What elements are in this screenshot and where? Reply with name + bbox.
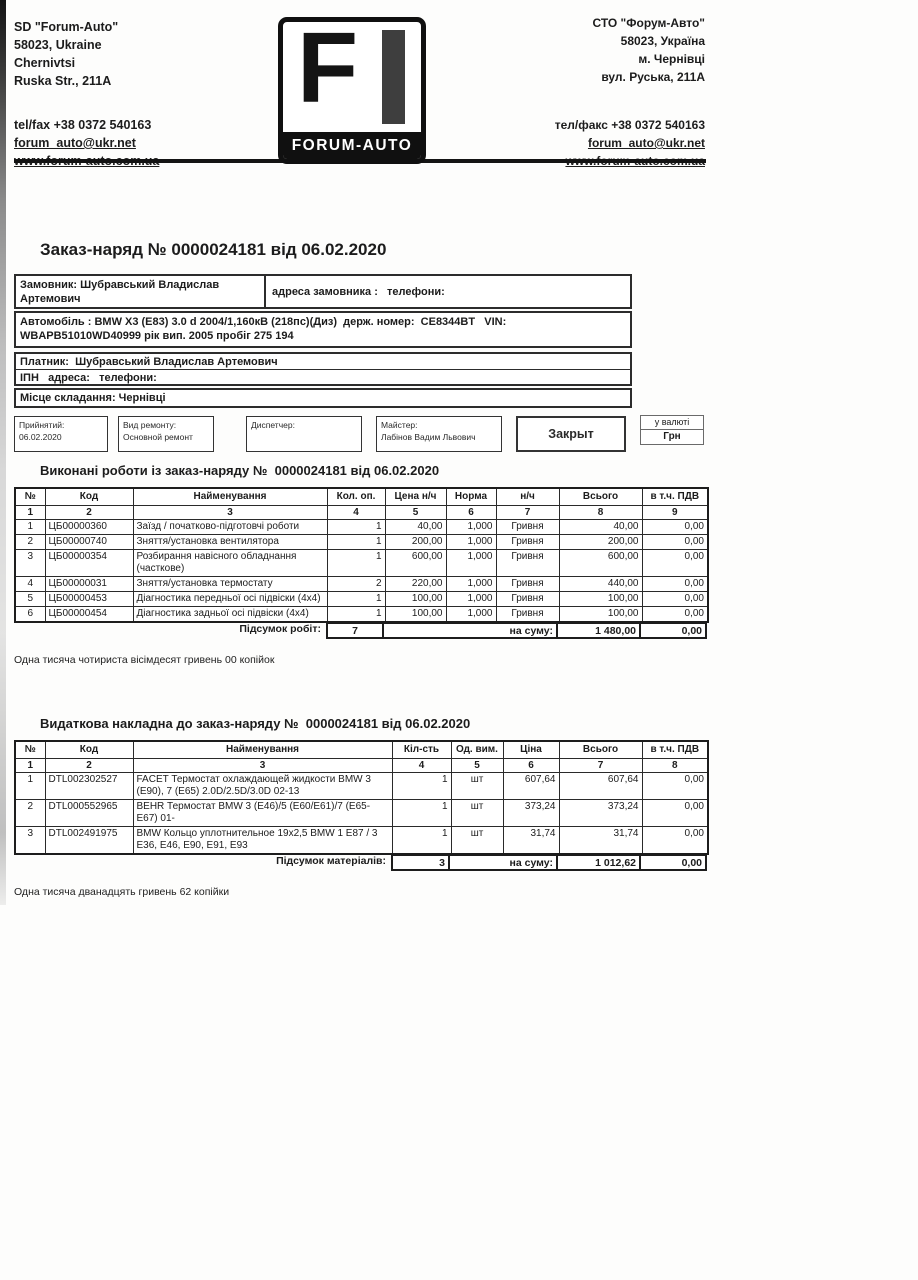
currency-label: у валюті [641,416,703,430]
header-cell: 2 [45,758,133,772]
table-cell: 100,00 [559,591,642,606]
table-cell: 200,00 [385,534,446,549]
header-cell: 8 [642,758,708,772]
header-cell: 8 [559,505,642,519]
repair-type-value: Основной ремонт [123,431,193,442]
dispatcher-label: Диспетчер: [251,420,295,430]
table-cell: 1,000 [446,534,496,549]
header-cell: 6 [503,758,559,772]
table-cell: 40,00 [559,519,642,534]
header-cell: № [15,488,45,505]
company-city: Chernivtsi [14,56,76,70]
table-cell: DTL002302527 [45,772,133,799]
table-cell: 373,24 [503,799,559,826]
table-cell: 2 [15,534,45,549]
accepted-label: Прийнятий: [19,420,65,430]
table-cell: Заїзд / початково-підготовчі роботи [133,519,327,534]
table-cell: Зняття/установка вентилятора [133,534,327,549]
materials-total-row [14,854,707,871]
table-cell: 100,00 [559,606,642,622]
materials-total-label: Підсумок матеріалів: [276,854,386,867]
table-cell: 1 [15,772,45,799]
works-section [14,463,708,666]
table-cell: ЦБ00000354 [45,549,133,576]
header-cell: Всього [559,488,642,505]
works-total-amount: 1 480,00 [556,622,641,639]
company-zip-ua: 58023, Україна [620,34,705,48]
table-cell: 200,00 [559,534,642,549]
payer-ipn-line: ІПН адреса: телефони: [16,369,630,384]
table-cell: 0,00 [642,826,708,854]
company-email: forum_auto@ukr.net [14,136,136,150]
table-cell: 1,000 [446,606,496,622]
table-cell: 1,000 [446,519,496,534]
place-box: Місце складання: Чернівці [14,388,632,408]
works-sum-label: на суму: [382,622,558,639]
materials-table [14,740,709,855]
table-cell: Гривня [496,591,559,606]
table-cell: шт [451,799,503,826]
company-address-en [14,18,159,170]
table-row [15,591,708,606]
master-name: Лабінов Вадим Львович [381,431,476,442]
vehicle-box: Автомобіль : BMW X3 (E83) 3.0 d 2004/1,160кВ (218пс)(Диз) держ. номер: CE8344BT VIN: WBAPB51010WD40999 рік вип. 2005 пробіг 275 194 [14,311,632,348]
repair-type-label: Вид ремонту: [123,420,177,430]
company-city-ua: м. Чернівці [638,52,705,66]
payer-name: Платник: Шубравський Владислав Артемович [20,356,278,368]
table-cell: 440,00 [559,576,642,591]
table-cell: 1 [327,519,385,534]
table-cell: 1 [392,772,451,799]
table-cell: 31,74 [559,826,642,854]
header-cell: 3 [133,758,392,772]
works-total-row [14,622,707,639]
table-cell: Гривня [496,534,559,549]
table-cell: 1,000 [446,576,496,591]
works-total-label: Підсумок робіт: [239,622,321,635]
table-cell: 31,74 [503,826,559,854]
materials-header-row [15,741,708,758]
table-row [15,606,708,622]
table-cell: 100,00 [385,606,446,622]
header-cell: Норма [446,488,496,505]
header-cell: в т.ч. ПДВ [642,488,708,505]
table-cell: ЦБ00000740 [45,534,133,549]
company-street: Ruska Str., 211A [14,74,112,88]
repair-type-box [118,416,214,452]
table-cell: Гривня [496,549,559,576]
table-cell: 100,00 [385,591,446,606]
status-box: Закрыт [516,416,626,452]
header-cell: Найменування [133,488,327,505]
company-phone-ua: тел/факс +38 0372 540163 [554,118,705,132]
table-cell: BEHR Термостат BMW 3 (E46)/5 (E60/E61)/7 (E65-E67) 01- [133,799,392,826]
customer-name: Замовник: Шубравський Владислав Артемович [16,276,266,307]
materials-section-title: Видаткова накладна до заказ-наряду № 0000024181 від 06.02.2020 [40,716,471,731]
currency-box [640,415,704,445]
works-amount-in-words: Одна тисяча чотириста вісімдесят гривень 00 копійок [14,653,275,666]
table-cell: 0,00 [642,772,708,799]
logo-letter-f: F [297,17,355,124]
table-cell: BMW Кольцо уплотнительное 19х2,5 BMW 1 E87 / 3 E36, E46, E90, E91, E93 [133,826,392,854]
table-cell: 2 [15,799,45,826]
header-cell: Всього [559,741,642,758]
works-section-title: Виконані роботи із заказ-наряду № 0000024181 від 06.02.2020 [40,463,440,478]
table-cell: 600,00 [385,549,446,576]
table-cell: 373,24 [559,799,642,826]
header-cell: в т.ч. ПДВ [642,741,708,758]
accepted-box [14,416,108,452]
header-cell: 6 [446,505,496,519]
logo-bar-i [382,30,405,124]
works-total-vat: 0,00 [639,622,707,639]
table-cell: 1 [327,606,385,622]
table-cell: 1 [327,534,385,549]
header-cell: 9 [642,505,708,519]
logo-fi-monogram-icon [283,17,421,132]
table-cell: Гривня [496,576,559,591]
materials-sum-label: на суму: [448,854,558,871]
table-cell: 0,00 [642,519,708,534]
currency-value: Грн [663,431,681,442]
logo-caption: FORUM-AUTO [283,132,421,159]
table-cell: 0,00 [642,534,708,549]
table-cell: 1 [15,519,45,534]
table-cell: Зняття/установка термостату [133,576,327,591]
company-street-ua: вул. Руська, 211А [601,70,705,84]
table-cell: FACET Термостат охлаждающей жидкости BMW 3 (E90), 7 (E65) 2.0D/2.5D/3.0D 02-13 [133,772,392,799]
company-name-ua: СТО "Форум-Авто" [592,16,705,30]
works-header-row [15,488,708,505]
header-cell: Код [45,488,133,505]
company-name: SD "Forum-Auto" [14,20,119,34]
header-cell: Код [45,741,133,758]
table-cell: Гривня [496,519,559,534]
table-cell: Розбирання навісного обладнання (часткове) [133,549,327,576]
table-row [15,519,708,534]
materials-total-vat: 0,00 [639,854,707,871]
customer-box [14,274,632,309]
company-address-ua [385,14,705,170]
header-cell: 3 [133,505,327,519]
header-cell: Найменування [133,741,392,758]
table-cell: 600,00 [559,549,642,576]
table-cell: 0,00 [642,606,708,622]
header-cell: № [15,741,45,758]
table-cell: DTL000552965 [45,799,133,826]
header-cell: Ціна [503,741,559,758]
table-cell: 1,000 [446,591,496,606]
table-cell: 220,00 [385,576,446,591]
table-row [15,799,708,826]
table-cell: Діагностика задньої осі підвіски (4x4) [133,606,327,622]
table-cell: 1 [392,826,451,854]
table-cell: 0,00 [642,799,708,826]
works-column-number-row [15,505,708,519]
header-cell: 4 [327,505,385,519]
table-cell: 1 [392,799,451,826]
materials-amount-in-words: Одна тисяча дванадцять гривень 62 копійки [14,885,230,898]
table-row [15,772,708,799]
table-cell: шт [451,826,503,854]
table-cell: ЦБ00000360 [45,519,133,534]
table-cell: 4 [15,576,45,591]
header-cell: 7 [559,758,642,772]
payer-box [14,352,632,386]
table-cell: ЦБ00000453 [45,591,133,606]
dispatcher-box [246,416,362,452]
company-zip: 58023, Ukraine [14,38,102,52]
master-box [376,416,502,452]
table-cell: 2 [327,576,385,591]
scan-edge-artifact [0,0,6,905]
table-row [15,534,708,549]
header-cell: Кіл-сть [392,741,451,758]
table-cell: 0,00 [642,576,708,591]
table-cell: 6 [15,606,45,622]
table-cell: 0,00 [642,591,708,606]
accepted-date: 06.02.2020 [19,431,62,442]
table-row [15,826,708,854]
company-phone: tel/fax +38 0372 540163 [14,118,152,132]
table-cell: Гривня [496,606,559,622]
table-cell: шт [451,772,503,799]
header-cell: 5 [385,505,446,519]
table-cell: 3 [15,826,45,854]
customer-contacts: адреса замовника : телефони: [272,285,445,298]
header-cell: 1 [15,758,45,772]
table-cell: 607,64 [503,772,559,799]
materials-total-amount: 1 012,62 [556,854,641,871]
header-cell: 2 [45,505,133,519]
table-row [15,549,708,576]
company-email-ua: forum_auto@ukr.net [587,136,705,150]
company-logo [278,17,426,164]
header-cell: 1 [15,505,45,519]
document-title: Заказ-наряд № 0000024181 від 06.02.2020 [40,240,387,259]
header-cell: н/ч [496,488,559,505]
works-total-qty: 7 [326,622,384,639]
header-cell: 7 [496,505,559,519]
table-cell: 607,64 [559,772,642,799]
materials-section [14,716,708,898]
materials-column-number-row [15,758,708,772]
materials-total-qty: 3 [391,854,450,871]
header-cell: Цена н/ч [385,488,446,505]
header-cell: 5 [451,758,503,772]
table-row [15,576,708,591]
works-table [14,487,709,623]
table-cell: 1 [327,591,385,606]
table-cell: 1 [327,549,385,576]
table-cell: ЦБ00000454 [45,606,133,622]
master-label: Майстер: [381,420,418,430]
table-cell: ЦБ00000031 [45,576,133,591]
table-cell: 1,000 [446,549,496,576]
table-cell: 0,00 [642,549,708,576]
table-cell: Діагностика передньої осі підвіски (4х4) [133,591,327,606]
table-cell: 40,00 [385,519,446,534]
table-cell: 5 [15,591,45,606]
header-cell: 4 [392,758,451,772]
header-cell: Од. вим. [451,741,503,758]
table-cell: DTL002491975 [45,826,133,854]
header-cell: Кол. оп. [327,488,385,505]
table-cell: 3 [15,549,45,576]
